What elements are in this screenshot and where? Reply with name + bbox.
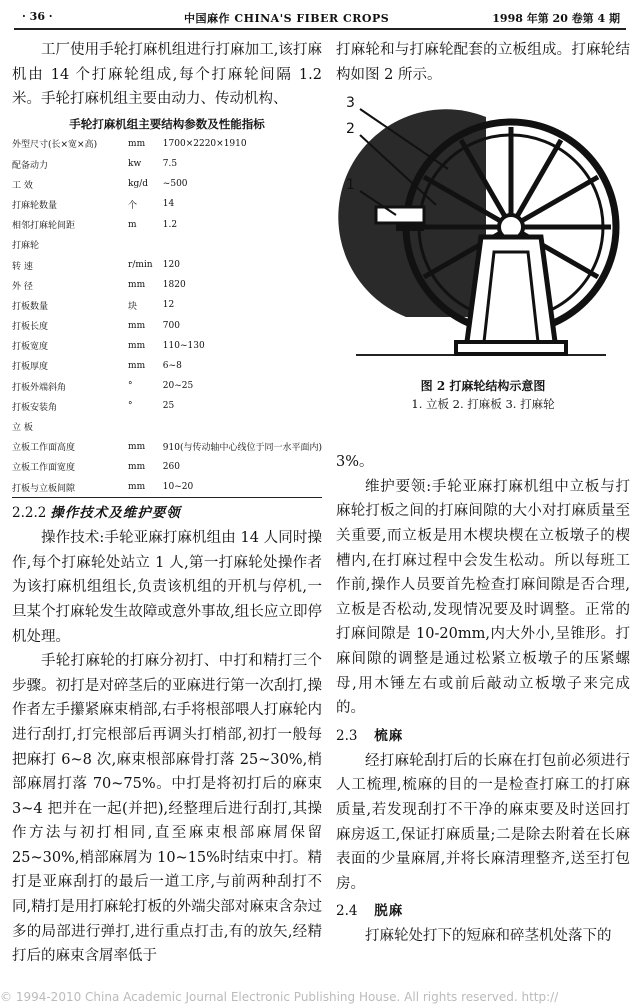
section-heading-2-2-2 xyxy=(12,502,322,524)
param-unit: mm xyxy=(128,320,146,331)
continuation-3pct: 3%。 xyxy=(336,454,374,471)
param-name: 打板外端斜角 xyxy=(12,382,67,393)
label-1: 1 xyxy=(346,177,355,194)
table-row xyxy=(12,174,322,194)
param-unit xyxy=(128,235,163,255)
param-value: 6~8 xyxy=(162,360,182,371)
table-row xyxy=(12,194,322,214)
param-unit: mm xyxy=(128,441,146,452)
table-row xyxy=(12,235,322,255)
support-frame xyxy=(466,237,556,349)
param-value: 700 xyxy=(162,320,180,331)
section-title: 操作技术及维护要领 xyxy=(50,505,181,522)
standing-board-base xyxy=(396,223,424,231)
left-column xyxy=(12,38,322,969)
param-unit: m xyxy=(128,219,137,230)
param-value: 110~130 xyxy=(162,340,205,351)
param-value: 1.2 xyxy=(162,219,178,230)
param-name: 转 速 xyxy=(12,261,33,272)
param-unit: 块 xyxy=(128,301,138,312)
copyright-footer: © 1994-2010 China Academic Journal Electronic Publishing House. All rights reserved. http:// xyxy=(0,990,559,1004)
table-row xyxy=(12,477,322,498)
continuation-paragraph: 打麻轮和与打麻轮配套的立板组成。打麻轮结构如图 2 所示。 xyxy=(336,42,630,83)
param-value: 120 xyxy=(162,260,180,270)
right-column xyxy=(336,38,630,949)
page-number: · 36 · xyxy=(22,10,53,23)
param-name: 打板长度 xyxy=(12,322,49,333)
table-row xyxy=(12,154,322,174)
table-title: 手轮打麻机组主要结构参数及性能指标 xyxy=(69,116,265,131)
section-heading-2-3 xyxy=(336,725,630,747)
param-name: 外型尺寸(长×宽×高) xyxy=(12,140,98,151)
param-name: 立板工作面宽度 xyxy=(12,463,76,474)
figure-legend: 1. 立板 2. 打麻板 3. 打麻轮 xyxy=(411,397,555,412)
param-name: 打板与立板间隙 xyxy=(12,483,76,494)
table-row xyxy=(12,396,322,416)
section-number: 2.4 xyxy=(336,903,358,920)
section-number: 2.2.2 xyxy=(12,505,47,522)
table-row xyxy=(12,255,322,275)
param-name: 立 板 xyxy=(12,423,33,433)
label-2: 2 xyxy=(346,121,355,138)
table-row xyxy=(12,215,322,235)
param-name: 工 效 xyxy=(12,180,33,191)
param-unit: mm xyxy=(128,360,146,371)
spec-table xyxy=(12,134,322,498)
param-value: ~500 xyxy=(162,179,188,190)
combing-paragraph: 经打麻轮刮打后的长麻在打包前必须进行人工梳理,梳麻的目的一是检查打麻工的打麻质量,若发现刮打不干净的麻束要及时送回打麻房返工,保证打麻质量;二是除去附着在长麻表面的少量麻屑,并将长麻清理整齐,送至打包房。 xyxy=(336,752,630,892)
param-unit: ° xyxy=(128,401,133,412)
param-name: 打板数量 xyxy=(12,301,49,312)
param-value xyxy=(163,235,322,255)
param-name: 配备动力 xyxy=(12,160,49,171)
table-row xyxy=(12,437,322,457)
param-unit xyxy=(128,416,163,436)
table-row xyxy=(12,457,322,477)
param-value: 12 xyxy=(162,300,175,311)
figure-2-diagram xyxy=(336,87,630,377)
param-unit: r/min xyxy=(128,260,153,270)
param-value: 260 xyxy=(162,461,180,472)
param-value xyxy=(163,416,322,436)
intro-paragraph: 工厂使用手轮打麻机组进行打麻加工,该打麻机由 14 个打麻轮组成,每个打麻轮间隔 1.2 米。手轮打麻机组主要由动力、传动机构、 xyxy=(12,42,322,108)
section-title: 脱麻 xyxy=(374,903,404,920)
section-number: 2.3 xyxy=(336,727,358,744)
param-unit: 个 xyxy=(128,200,138,211)
beating-steps-paragraph: 手轮打麻轮的打麻分初打、中打和精打三个步骤。初打是对碎茎后的亚麻进行第一次刮打,操作者左手攥紧麻束梢部,右手将根部喂人打麻轮内进行刮打,打完根部后再调头打梢部,初打一般每把麻打 6~8 次,麻束根部麻骨打落 25~30%,梢部麻屑打落 70~75%。中打是将初打后的麻束 3~4 把并在一起(并把),经整理后进行刮打,其操作方法与初打相同,直至麻束根部麻屑保留 25~30%,梢部麻屑为 10~15%时结束中打。精打是亚麻刮打的最后一道工序,与前两种刮打不同,精打是用打麻轮打板的外端尖部对麻束含杂过多的局部进行弹打,进行重点打击,有的放矢,经精打后的麻束含屑率低于 xyxy=(12,653,322,965)
param-value: 14 xyxy=(162,199,175,210)
table-row xyxy=(12,315,322,335)
param-value: 25 xyxy=(162,401,175,412)
beating-wheel-drawing xyxy=(336,87,630,377)
param-unit: mm xyxy=(128,138,146,149)
issue-info: 1998 年第 20 卷第 4 期 xyxy=(492,12,620,25)
param-value: 1820 xyxy=(162,280,186,291)
param-value: 10~20 xyxy=(162,482,194,493)
table-row xyxy=(12,376,322,396)
param-unit: ° xyxy=(128,381,133,392)
param-name: 打板厚度 xyxy=(12,362,49,373)
operation-paragraph: 操作技术:手轮亚麻打麻机组由 14 人同时操作,每个打麻轮处站立 1 人,第一打麻轮处操作者为该打麻机组组长,负责该机组的开机与停机,一旦某个打麻轮发生故障或意外事故,组长应立即停机处理。 xyxy=(12,530,322,645)
table-row xyxy=(12,134,322,154)
param-name: 打麻轮数量 xyxy=(12,200,58,211)
param-unit: mm xyxy=(128,461,146,472)
page-header xyxy=(14,6,626,30)
param-unit: kw xyxy=(128,159,142,170)
param-unit: mm xyxy=(128,340,146,351)
label-3: 3 xyxy=(346,95,355,112)
param-name: 打板安装角 xyxy=(12,402,58,413)
param-name: 外 径 xyxy=(12,281,33,292)
table-row xyxy=(12,336,322,356)
table-row xyxy=(12,416,322,436)
table-row xyxy=(12,356,322,376)
table-row xyxy=(12,275,322,295)
param-unit: kg/d xyxy=(128,179,149,190)
param-name: 立板工作面高度 xyxy=(12,443,76,454)
param-name: 打板宽度 xyxy=(12,342,49,353)
last-paragraph: 打麻轮处打下的短麻和碎茎机处落下的 xyxy=(365,928,612,945)
param-value: 1700×2220×1910 xyxy=(162,138,247,149)
section-title: 梳麻 xyxy=(374,727,404,744)
standing-board xyxy=(376,207,424,223)
param-name: 相邻打麻轮间距 xyxy=(12,221,76,232)
maintenance-paragraph: 维护要领:手轮亚麻打麻机组中立板与打麻轮打板之间的打麻间隙的大小对打麻质量至关重要,而立板是用木楔块楔在立板墩子的楔槽内,在打麻过程中会发生松动。所以每班工作前,操作人员要首先检查打麻间隙是否合理,立板是否松动,发现情况要及时调整。正常的打麻间隙是 10-20mm,内大外小,呈锥形。打麻间隙的调整是通过松紧立板墩子的压紧螺母,用木锤左右或前后敲动立板墩子来完成的。 xyxy=(336,478,630,717)
param-unit: mm xyxy=(128,482,146,493)
param-value: 7.5 xyxy=(162,159,178,170)
table-row xyxy=(12,295,322,315)
journal-name: 中国麻作 CHINA'S FIBER CROPS xyxy=(184,12,390,25)
param-value: 20~25 xyxy=(162,381,194,392)
section-heading-2-4 xyxy=(336,900,630,922)
param-unit: mm xyxy=(128,280,146,291)
figure-caption: 图 2 打麻轮结构示意图 xyxy=(420,379,546,394)
param-name: 打麻轮 xyxy=(12,241,40,252)
param-value: 910(与传动轴中心线位于同一水平面内) xyxy=(162,443,322,454)
frame-base xyxy=(456,342,566,354)
